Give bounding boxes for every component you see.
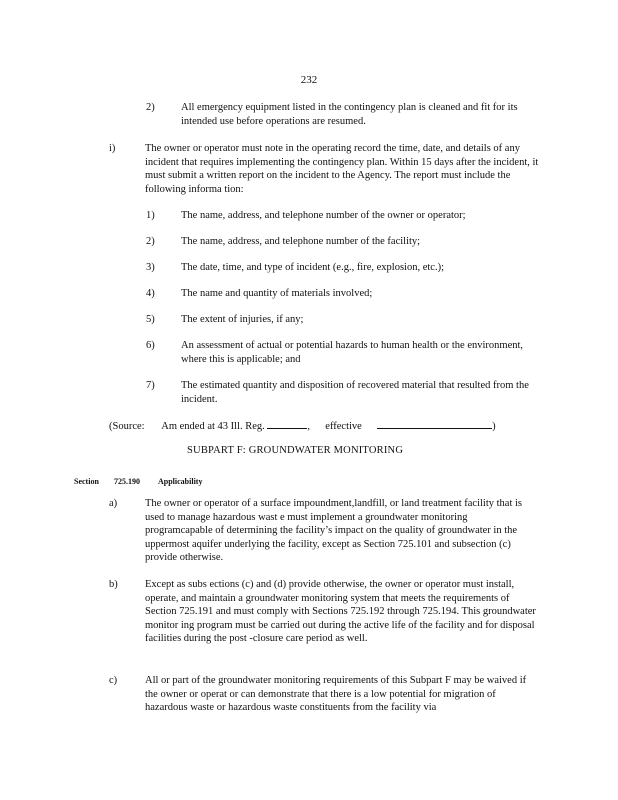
item-text: An assessment of actual or potential hazards to human health or the environment, where this is applicable; and (181, 340, 524, 365)
item-text: All emergency equipment listed in the contingency plan is cleaned and fit for its intended use before operations are resumed. (181, 102, 518, 127)
item-text: The name, address, and telephone number of the facility; (181, 236, 421, 247)
item-label: 7) (146, 380, 155, 391)
source-amended: Am ended at 43 Ill. Reg. (161, 421, 265, 432)
item-label: 6) (146, 340, 155, 351)
subpart-heading: SUBPART F: GROUNDWATER MONITORING (187, 445, 404, 456)
blank-line (267, 418, 307, 429)
item-label: 5) (146, 314, 155, 325)
source-comma: , (307, 421, 311, 432)
item-text: The extent of injuries, if any; (181, 314, 304, 325)
item-label: 2) (146, 236, 155, 247)
source-prefix: (Source: (109, 421, 145, 432)
section-number: 725.190 (114, 477, 140, 486)
item-label: 2) (146, 102, 155, 113)
item-label: 3) (146, 262, 155, 273)
source-close: ) (492, 421, 496, 432)
page-number: 232 (300, 74, 318, 86)
blank-line (377, 418, 492, 429)
item-label: b) (109, 579, 118, 590)
item-text: The estimated quantity and disposition of recovered material that resulted from the incident. (181, 380, 529, 405)
item-text: The owner or operator must note in the operating record the time, date, and details of any incident that requires implementing the contingency plan. Within 15 days after the incident, it must submit a written report on the incident to the Agency. The report must include the following informa tion: (145, 143, 539, 195)
section-title: Applicability (158, 477, 203, 486)
item-text: The name, address, and telephone number of the owner or operator; (181, 210, 466, 221)
item-text: The date, time, and type of incident (e.g., fire, explosion, etc.); (181, 262, 444, 273)
item-label: a) (109, 498, 118, 509)
item-label: 4) (146, 288, 155, 299)
source-effective: effective (325, 421, 362, 432)
item-text: All or part of the groundwater monitoring requirements of this Subpart F may be waived if the owner or operat or can demonstrate that there is a low potential for migration of hazardous waste or hazardous waste constituents from the facility via (145, 675, 527, 713)
item-text: The name and quantity of materials involved; (181, 288, 373, 299)
item-label: c) (109, 675, 118, 686)
section-word: Section (74, 477, 99, 486)
source-note (109, 418, 529, 434)
item-text: Except as subs ections (c) and (d) provide otherwise, the owner or operator must install, operate, and maintain a groundwater monitoring system that meets the requirements of Section 725.191 and must comply with Sections 725.192 through 725.194. This groundwater monitor ing program must be carried out during the active life of the facility and for disposal facilities during the post -closure care period as well. (145, 579, 536, 644)
item-label: 1) (146, 210, 155, 221)
item-label: i) (109, 143, 116, 154)
item-text: The owner or operator of a surface impoundment,landfill, or land treatment facility that is used to manage hazardous wast e must implement a groundwater monitoring programcapable of determining the facility’s impact on the quality of groundwater in the uppermost aquifer underlying the facility, except as Section 725.101 and subsection (c) provide otherwise. (145, 498, 522, 563)
